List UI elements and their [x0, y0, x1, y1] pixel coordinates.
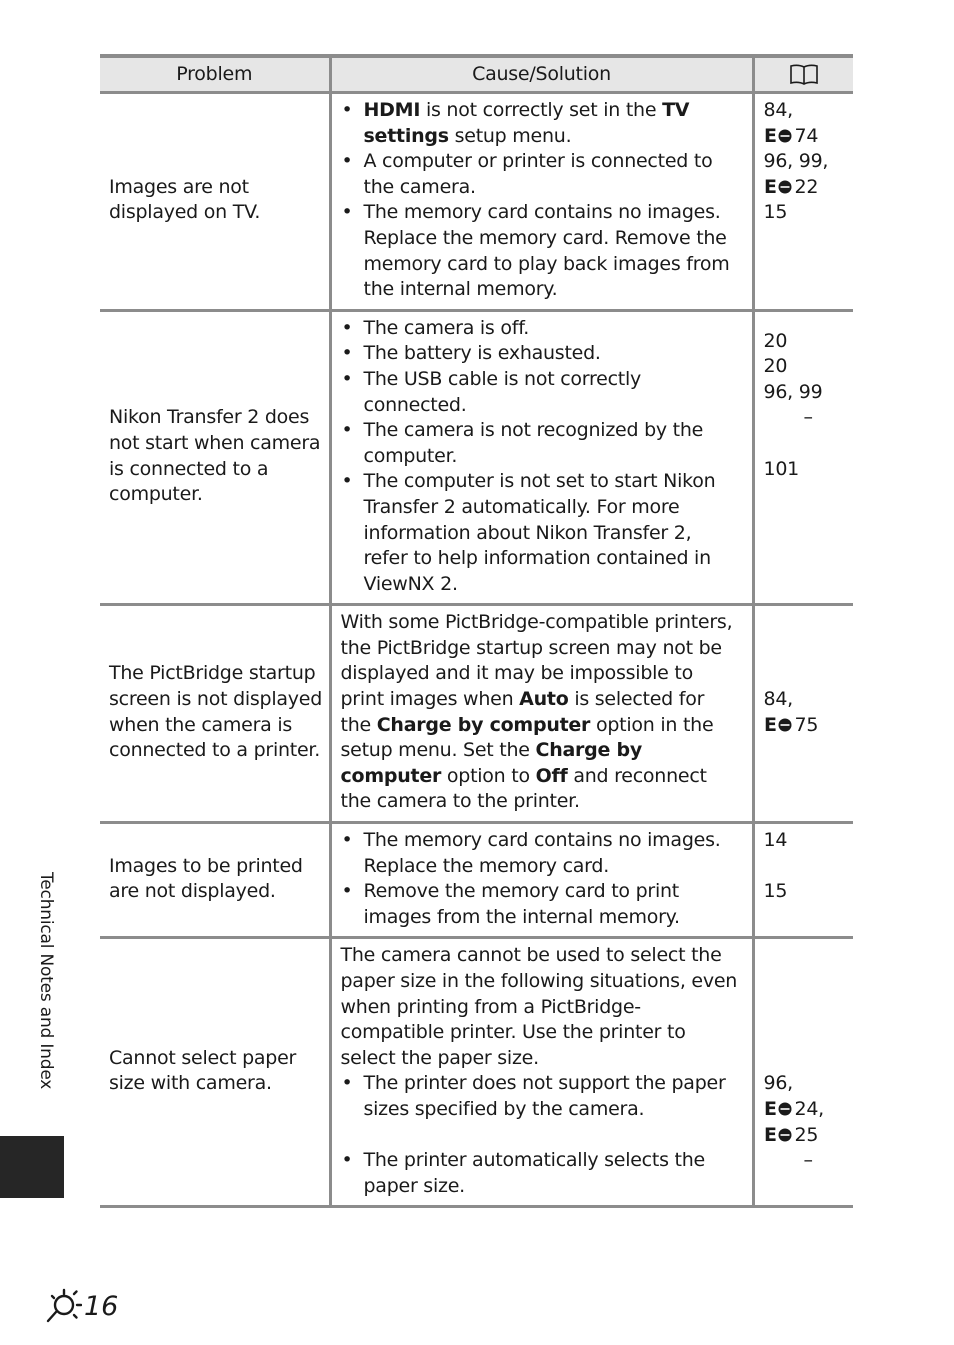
page-reference	[764, 98, 852, 124]
svg-text:E: E	[763, 176, 777, 196]
page-reference	[764, 905, 852, 931]
list-item	[341, 367, 740, 418]
page-reference	[764, 1174, 852, 1200]
text-run: is not correctly set in the	[420, 99, 663, 121]
bold-term: Auto	[519, 688, 569, 711]
list-item	[341, 879, 740, 930]
solution-cell	[330, 823, 753, 938]
text-run: The printer does not support the paper sizes specified by the camera.	[363, 1072, 726, 1120]
text-run: option to	[441, 764, 536, 787]
page-number-text: –	[803, 1149, 813, 1172]
page-reference	[764, 854, 852, 880]
list-item	[341, 149, 740, 200]
page-number-text: 75	[794, 713, 819, 736]
reference-cell	[753, 310, 853, 605]
text-run: The camera is not recognized by the computer.	[363, 419, 704, 467]
solution-cell	[330, 605, 753, 823]
bold-term: Charge by computer	[340, 739, 643, 787]
page-reference	[764, 405, 852, 431]
list-item	[341, 828, 740, 879]
page-reference	[764, 200, 852, 226]
page-number-text: 84,	[763, 99, 793, 121]
page-reference	[764, 329, 852, 355]
page-number-text: 96, 99,	[763, 150, 829, 173]
page-number-text: 84,	[763, 688, 793, 711]
page-reference	[764, 175, 852, 201]
page-number-text: –	[803, 406, 813, 429]
book-icon	[789, 63, 819, 85]
page-number-text: 14	[763, 829, 788, 852]
page-reference	[764, 252, 852, 278]
problem-cell: Cannot select paper size with camera.	[100, 938, 330, 1207]
svg-text:E: E	[763, 714, 777, 734]
page-reference	[764, 969, 852, 995]
section-label: Technical Notes and Index	[36, 872, 56, 1090]
page-reference	[764, 149, 852, 175]
text-run: Remove the memory card to print images from the internal memory.	[363, 880, 680, 928]
page-reference	[764, 687, 852, 713]
page-reference	[764, 879, 852, 905]
bold-term: Off	[535, 764, 568, 787]
text-run: setup menu.	[448, 124, 572, 147]
header-reference	[753, 56, 853, 93]
page-reference	[764, 226, 852, 252]
page-number: 16	[84, 1290, 119, 1322]
header-problem: Problem	[100, 56, 330, 93]
troubleshooting-table	[100, 54, 853, 1208]
page-reference	[764, 533, 852, 559]
section-tab	[0, 1136, 64, 1198]
list-item	[341, 98, 740, 149]
text-run: and reconnect the camera to the printer.	[340, 764, 707, 813]
text-run: The USB cable is not correctly connected.	[363, 367, 641, 416]
header-cause-solution: Cause/Solution	[330, 56, 753, 93]
text-run: A computer or printer is connected to the camera.	[363, 150, 713, 198]
bold-term: Charge by computer	[376, 713, 591, 736]
list-item	[341, 418, 740, 469]
text-run: is selected for the	[340, 688, 705, 736]
svg-text:E: E	[763, 125, 777, 145]
text-run: The computer is not set to start Nikon Transfer 2 automatically. For more information about Nikon Transfer 2, refer to help information contained in ViewNX 2.	[363, 470, 716, 595]
solution-list	[341, 828, 740, 930]
table-row	[100, 938, 853, 1207]
page-reference	[764, 1020, 852, 1046]
text-run: The camera is off.	[363, 316, 530, 339]
page-reference	[764, 124, 852, 150]
solution-list	[341, 1071, 740, 1199]
page-reference	[764, 277, 852, 303]
bold-term: HDMI	[363, 99, 421, 121]
text-run: The memory card contains no images. Replace the memory card. Remove the memory card to play back images from the internal memory.	[363, 201, 730, 301]
page-reference	[764, 1071, 852, 1097]
page-number-text: 20	[763, 329, 788, 352]
reference-cell	[753, 938, 853, 1207]
page-reference	[764, 508, 852, 534]
page-reference	[764, 713, 852, 739]
solution-paragraph	[341, 943, 740, 1071]
reference-cell	[753, 605, 853, 823]
page-number-text: 96, 99	[763, 380, 823, 403]
text-run: With some PictBridge-compatible printers, the PictBridge startup screen may not be displayed and it may be impossible to print images when	[340, 611, 733, 711]
table-row	[100, 823, 853, 938]
list-item	[341, 469, 740, 597]
text-run: The camera cannot be used to select the paper size in the following situations, even when printing from a PictBridge-compatible printer. Use the printer to select the paper size.	[340, 944, 738, 1069]
page-number-text: 20	[763, 355, 788, 378]
list-item	[341, 316, 740, 342]
page-number-text: 101	[763, 457, 800, 480]
e-ref-icon	[764, 1099, 794, 1118]
solution-cell	[330, 93, 753, 311]
solution-paragraph	[341, 610, 740, 815]
e-ref-icon	[764, 177, 794, 196]
page-reference	[764, 457, 852, 483]
list-item	[341, 341, 740, 367]
solution-list	[341, 98, 740, 303]
page-reference	[764, 943, 852, 969]
page-number-text: 25	[794, 1123, 819, 1146]
svg-text:E: E	[763, 1124, 777, 1144]
solution-list	[341, 316, 740, 598]
svg-text:E: E	[763, 1098, 777, 1118]
list-item	[341, 200, 740, 302]
reference-cell	[753, 823, 853, 938]
table-row	[100, 310, 853, 605]
page-number-text: 74	[794, 124, 819, 147]
table-row	[100, 605, 853, 823]
page-reference	[764, 1148, 852, 1174]
page-reference	[764, 559, 852, 585]
reference-cell	[753, 93, 853, 311]
table-header-row	[100, 56, 853, 93]
page-number-text: 15	[763, 880, 788, 903]
problem-cell: The PictBridge startup screen is not displayed when the camera is connected to a printer.	[100, 605, 330, 823]
page-folio	[44, 1286, 118, 1326]
page-reference	[764, 1046, 852, 1072]
page-number-text: 96,	[763, 1072, 793, 1095]
problem-cell: Images are not displayed on TV.	[100, 93, 330, 311]
page-reference	[764, 354, 852, 380]
table-row	[100, 93, 853, 311]
page-reference	[764, 482, 852, 508]
text-run: option in the setup menu. Set the	[340, 713, 714, 762]
page-number-text: 22	[794, 175, 819, 198]
page-reference	[764, 1123, 852, 1149]
bold-term: TV settings	[363, 99, 690, 147]
e-ref-icon	[764, 1125, 794, 1144]
solution-cell	[330, 310, 753, 605]
page-reference	[764, 431, 852, 457]
list-item	[341, 1148, 740, 1199]
e-ref-icon	[764, 126, 794, 145]
list-item	[341, 1071, 740, 1122]
problem-cell: Images to be printed are not displayed.	[100, 823, 330, 938]
text-run: The memory card contains no images. Replace the memory card.	[363, 829, 721, 877]
e-ref-icon	[764, 715, 794, 734]
text-run: The battery is exhausted.	[363, 342, 601, 365]
page-number-text: 15	[763, 201, 788, 224]
page-reference	[764, 1097, 852, 1123]
page-reference	[764, 995, 852, 1021]
solution-cell	[330, 938, 753, 1207]
technical-notes-icon	[44, 1287, 82, 1325]
page-number-text: 24,	[794, 1097, 824, 1120]
page-reference	[764, 380, 852, 406]
page-reference	[764, 828, 852, 854]
text-run: The printer automatically selects the paper size.	[363, 1149, 705, 1197]
problem-cell: Nikon Transfer 2 does not start when camera is connected to a computer.	[100, 310, 330, 605]
